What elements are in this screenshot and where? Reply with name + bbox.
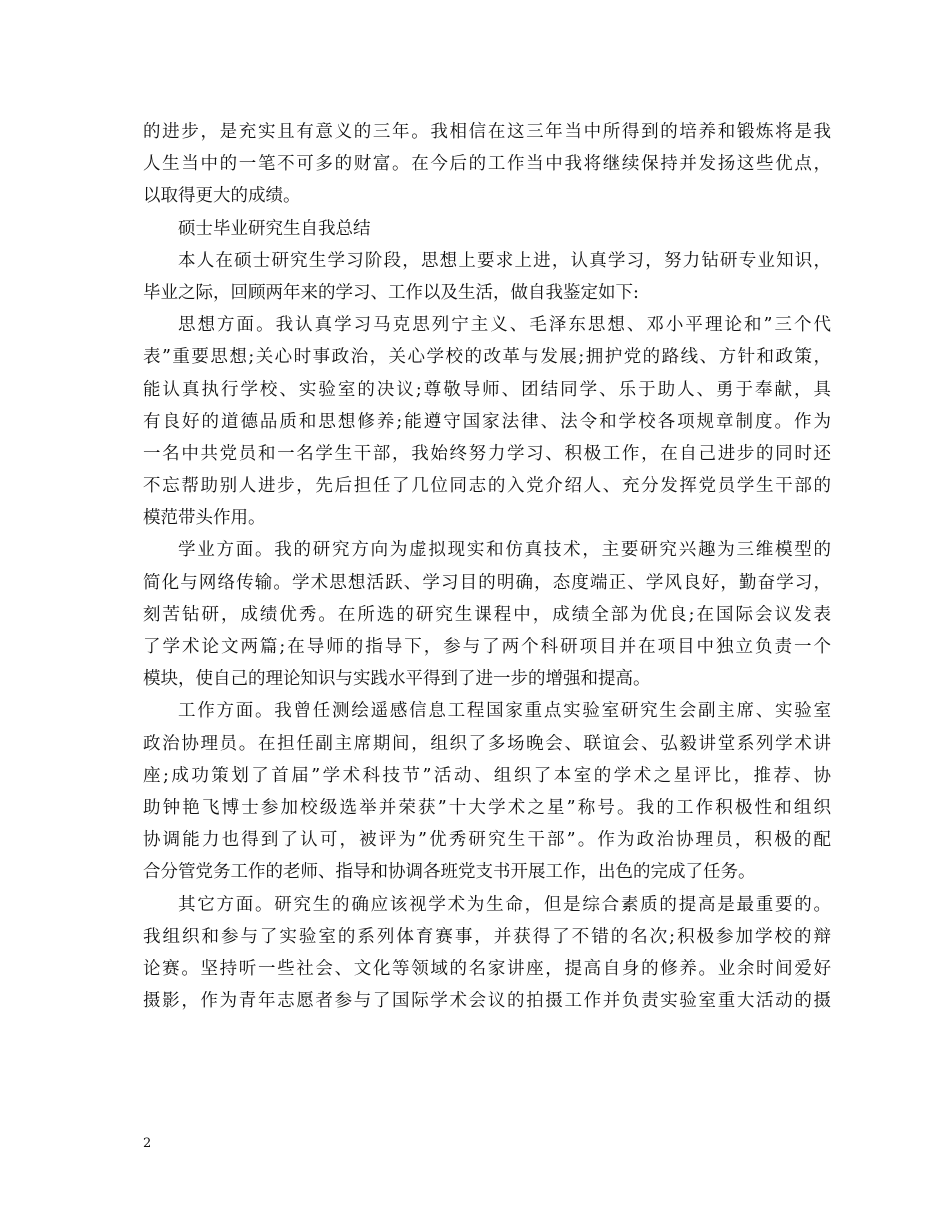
text-line: 表”重要思想;关心时事政治，关心学校的改革与发展;拥护党的路线、方针和政策， bbox=[143, 347, 831, 368]
text-line: 学业方面。我的研究方向为虚拟现实和仿真技术，主要研究兴趣为三维模型的 bbox=[178, 540, 831, 561]
text-line: 以取得更大的成绩。 bbox=[143, 186, 301, 207]
text-line: 了学术论文两篇;在导师的指导下，参与了两个科研项目并在项目中独立负责一个 bbox=[143, 637, 831, 657]
text-line: 模块，使自己的理论知识与实践水平得到了进一步的增强和提高。 bbox=[143, 669, 651, 690]
text-line: 摄影，作为青年志愿者参与了国际学术会议的拍摄工作并负责实验室重大活动的摄 bbox=[143, 991, 831, 1012]
text-line: 毕业之际，回顾两年来的学习、工作以及生活，做自我鉴定如下: bbox=[143, 282, 639, 303]
text-line: 的进步，是充实且有意义的三年。我相信在这三年当中所得到的培养和锻炼将是我 bbox=[143, 122, 831, 142]
text-line: 协调能力也得到了认可，被评为”优秀研究生干部”。作为政治协理员，积极的配 bbox=[143, 830, 831, 851]
text-line: 论赛。坚持听一些社会、文化等领域的名家讲座，提高自身的修养。业余时间爱好 bbox=[143, 958, 831, 979]
text-line: 合分管党务工作的老师、指导和协调各班党支书开展工作，出色的完成了任务。 bbox=[143, 862, 756, 883]
text-line: 模范带头作用。 bbox=[143, 508, 266, 529]
text-line: 一名中共党员和一名学生干部，我始终努力学习、积极工作，在自己进步的同时还 bbox=[143, 443, 831, 464]
text-line: 思想方面。我认真学习马克思列宁主义、毛泽东思想、邓小平理论和”三个代 bbox=[178, 315, 831, 336]
text-line: 人生当中的一笔不可多的财富。在今后的工作当中我将继续保持并发扬这些优点， bbox=[143, 154, 831, 175]
text-line: 政治协理员。在担任副主席期间，组织了多场晚会、联谊会、弘毅讲堂系列学术讲 bbox=[143, 733, 831, 754]
document-body bbox=[143, 116, 831, 1017]
text-line: 有良好的道德品质和思想修养;能遵守国家法律、法令和学校各项规章制度。作为 bbox=[143, 411, 831, 432]
text-line: 刻苦钻研，成绩优秀。在所选的研究生课程中，成绩全部为优良;在国际会议发表 bbox=[143, 604, 831, 625]
text-line: 本人在硕士研究生学习阶段，思想上要求上进，认真学习，努力钻研专业知识， bbox=[178, 250, 831, 271]
text-line: 不忘帮助别人进步，先后担任了几位同志的入党介绍人、充分发挥党员学生干部的 bbox=[143, 476, 831, 497]
text-line: 能认真执行学校、实验室的决议;尊敬导师、团结同学、乐于助人、勇于奉献，具 bbox=[143, 379, 831, 400]
text-line: 座;成功策划了首届”学术科技节”活动、组织了本室的学术之星评比，推荐、协 bbox=[143, 765, 831, 786]
page-number: 2 bbox=[143, 1136, 152, 1151]
text-line: 其它方面。研究生的确应该视学术为生命，但是综合素质的提高是最重要的。 bbox=[178, 894, 831, 915]
text-line: 助钟艳飞博士参加校级选举并荣获”十大学术之星”称号。我的工作积极性和组织 bbox=[143, 797, 831, 818]
text-line: 我组织和参与了实验室的系列体育赛事，并获得了不错的名次;积极参加学校的辩 bbox=[143, 926, 831, 947]
text-line: 工作方面。我曾任测绘遥感信息工程国家重点实验室研究生会副主席、实验室 bbox=[178, 701, 831, 722]
text-line: 简化与网络传输。学术思想活跃、学习目的明确，态度端正、学风良好，勤奋学习， bbox=[143, 572, 831, 593]
text-line: 硕士毕业研究生自我总结 bbox=[178, 218, 371, 239]
